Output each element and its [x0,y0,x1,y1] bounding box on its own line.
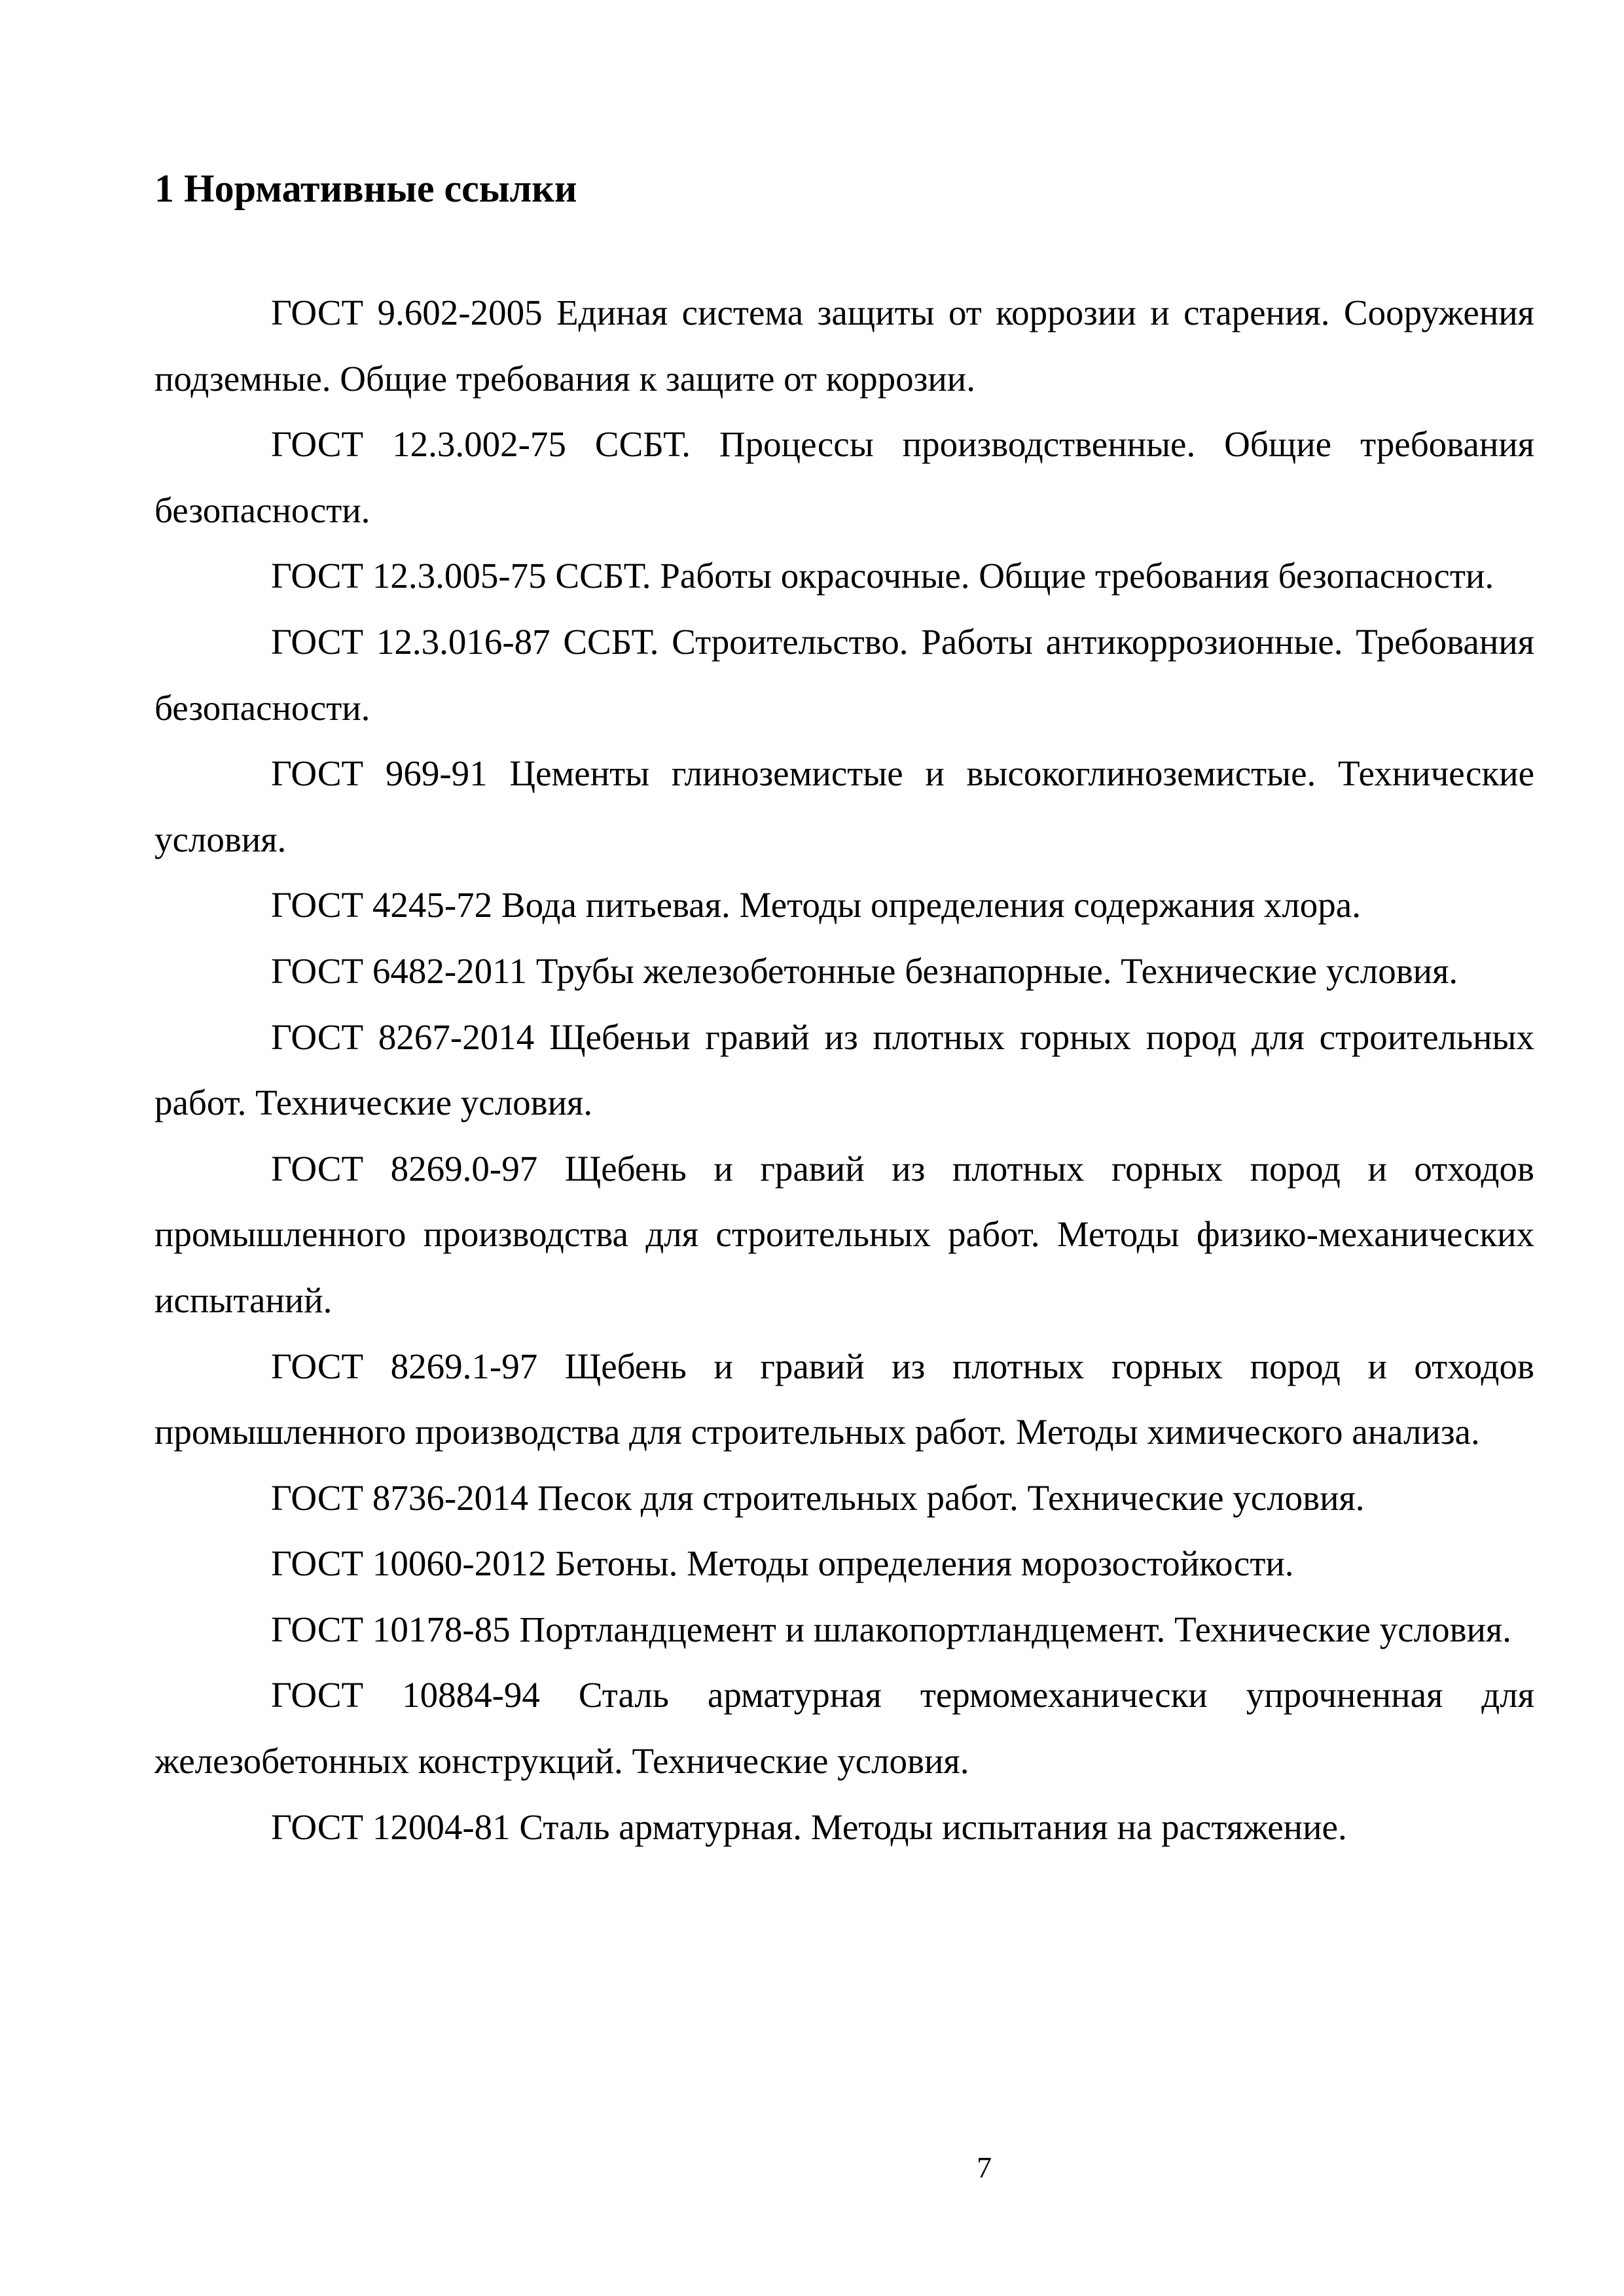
reference-item: ГОСТ 12.3.002-75 ССБТ. Процессы производственные. Общие требования безопасности. [154,424,1534,530]
reference-item: ГОСТ 10060-2012 Бетоны. Методы определения морозостойкости. [271,1543,1294,1584]
reference-item: ГОСТ 12004-81 Сталь арматурная. Методы испытания на растяжение. [271,1806,1347,1847]
reference-item: ГОСТ 10178-85 Портландцемент и шлакопортландцемент. Технические условия. [271,1609,1512,1649]
reference-item: ГОСТ 8269.1-97 Щебень и гравий из плотных горных пород и отходов промышленного производства для строительных работ. Методы химического анализа. [154,1346,1534,1452]
reference-item: ГОСТ 10884-94 Сталь арматурная термомеханически упрочненная для железобетонных конструкций. Технические условия. [154,1675,1534,1782]
section-heading: 1 Нормативные ссылки [154,167,577,210]
document-page [154,0,1534,2296]
reference-item: ГОСТ 12.3.005-75 ССБТ. Работы окрасочные. Общие требования безопасности. [271,556,1494,596]
reference-item: ГОСТ 969-91 Цементы глиноземистые и высокоглиноземистые. Технические условия. [154,753,1534,859]
reference-item: ГОСТ 4245-72 Вода питьевая. Методы определения содержания хлора. [271,885,1361,925]
reference-item: ГОСТ 12.3.016-87 ССБТ. Строительство. Работы антикоррозионные. Требования безопасности. [154,621,1534,728]
reference-item: ГОСТ 6482-2011 Трубы железобетонные безнапорные. Технические условия. [271,950,1458,991]
reference-list [154,280,1534,1860]
reference-item: ГОСТ 9.602-2005 Единая система защиты от коррозии и старения. Сооружения подземные. Общие требования к защите от коррозии. [154,293,1534,399]
reference-item: ГОСТ 8736-2014 Песок для строительных работ. Технические условия. [271,1477,1365,1518]
reference-item: ГОСТ 8269.0-97 Щебень и гравий из плотных горных пород и отходов промышленного производства для строительных работ. Методы физико-механических испытаний. [154,1148,1534,1320]
page-number: 7 [977,2151,992,2184]
reference-item: ГОСТ 8267-2014 Щебеньи гравий из плотных горных пород для строительных работ. Технические условия. [154,1016,1534,1123]
